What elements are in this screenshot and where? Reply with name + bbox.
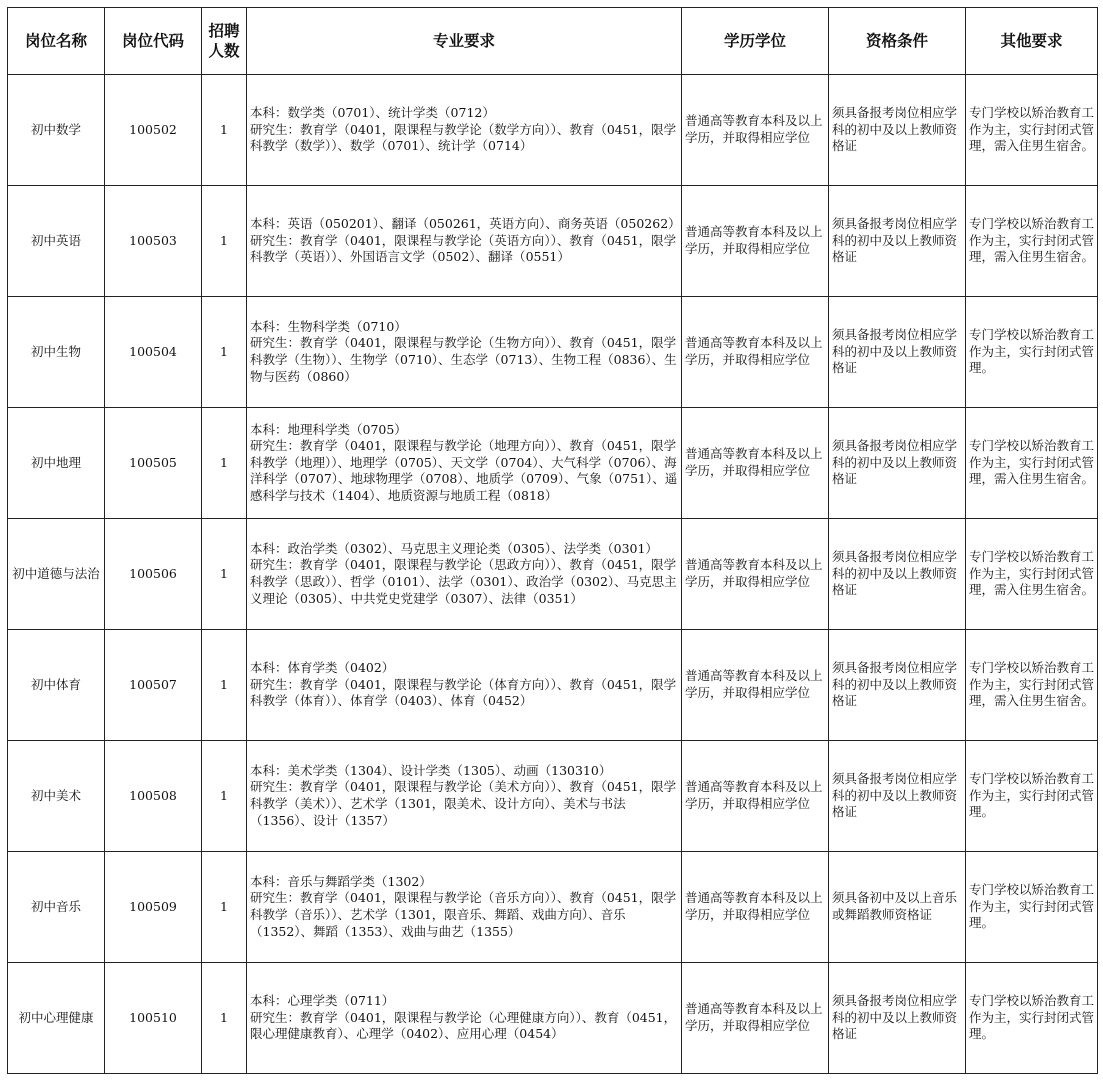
position-name: 初中道德与法治	[8, 519, 105, 630]
major-requirement	[247, 75, 682, 186]
header-major: 专业要求	[247, 8, 682, 75]
other-requirement: 专门学校以矫治教育工作为主，实行封闭式管理，需入住男生宿舍。	[966, 75, 1098, 186]
hiring-count: 1	[202, 963, 247, 1074]
position-name: 初中音乐	[8, 852, 105, 963]
major-undergraduate: 本科：美术学类（1304）、设计学类（1305）、动画（130310）	[250, 762, 612, 778]
position-code: 100508	[105, 741, 202, 852]
education-requirement: 普通高等教育本科及以上学历，并取得相应学位	[682, 75, 829, 186]
other-requirement: 专门学校以矫治教育工作为主，实行封闭式管理。	[966, 852, 1098, 963]
position-code: 100510	[105, 963, 202, 1074]
table-row	[8, 408, 1098, 519]
qualification-requirement: 须具备报考岗位相应学科的初中及以上教师资格证	[829, 75, 966, 186]
other-requirement: 专门学校以矫治教育工作为主，实行封闭式管理，需入住男生宿舍。	[966, 630, 1098, 741]
position-code: 100506	[105, 519, 202, 630]
other-requirement: 专门学校以矫治教育工作为主，实行封闭式管理，需入住男生宿舍。	[966, 186, 1098, 297]
hiring-count: 1	[202, 852, 247, 963]
qualification-requirement: 须具备报考岗位相应学科的初中及以上教师资格证	[829, 519, 966, 630]
hiring-count: 1	[202, 630, 247, 741]
major-graduate: 研究生：教育学（0401，限课程与教学论（生物方向））、教育（0451，限学科教学（生物））、生物学（0710）、生态学（0713）、生物工程（0836）、生物与医药（0860）	[250, 335, 677, 384]
hiring-count: 1	[202, 297, 247, 408]
header-position-name: 岗位名称	[8, 8, 105, 75]
major-undergraduate: 本科：英语（050201）、翻译（050261，英语方向）、商务英语（050262）	[250, 216, 681, 232]
hiring-count: 1	[202, 186, 247, 297]
position-name: 初中地理	[8, 408, 105, 519]
qualification-requirement: 须具备报考岗位相应学科的初中及以上教师资格证	[829, 741, 966, 852]
header-hiring-count-line2: 人数	[208, 42, 240, 60]
major-graduate: 研究生：教育学（0401，限课程与教学论（音乐方向））、教育（0451，限学科教学（音乐））、艺术学（1301，限音乐、舞蹈、戏曲方向）、音乐（1352）、舞蹈（1353）、戏曲与曲艺（1355）	[250, 890, 677, 939]
header-hiring-count	[202, 8, 247, 75]
qualification-requirement: 须具备报考岗位相应学科的初中及以上教师资格证	[829, 297, 966, 408]
major-graduate: 研究生：教育学（0401，限课程与教学论（体育方向））、教育（0451，限学科教学（体育））、体育学（0403）、体育（0452）	[250, 676, 677, 709]
position-code: 100504	[105, 297, 202, 408]
education-requirement: 普通高等教育本科及以上学历，并取得相应学位	[682, 630, 829, 741]
position-code: 100507	[105, 630, 202, 741]
major-undergraduate: 本科：生物科学类（0710）	[250, 318, 407, 334]
hiring-count: 1	[202, 741, 247, 852]
other-requirement: 专门学校以矫治教育工作为主，实行封闭式管理，需入住男生宿舍。	[966, 519, 1098, 630]
position-code: 100502	[105, 75, 202, 186]
other-requirement: 专门学校以矫治教育工作为主，实行封闭式管理。	[966, 963, 1098, 1074]
major-graduate: 研究生：教育学（0401，限课程与教学论（英语方向））、教育（0451，限学科教学（英语））、外国语言文学（0502）、翻译（0551）	[250, 232, 677, 265]
recruitment-table	[7, 7, 1098, 1074]
position-name: 初中体育	[8, 630, 105, 741]
major-requirement	[247, 852, 682, 963]
other-requirement: 专门学校以矫治教育工作为主，实行封闭式管理，需入住男生宿舍。	[966, 408, 1098, 519]
major-undergraduate: 本科：地理科学类（0705）	[250, 421, 407, 437]
header-hiring-count-line1: 招聘	[208, 22, 240, 40]
qualification-requirement: 须具备初中及以上音乐或舞蹈教师资格证	[829, 852, 966, 963]
other-requirement: 专门学校以矫治教育工作为主，实行封闭式管理。	[966, 741, 1098, 852]
qualification-requirement: 须具备报考岗位相应学科的初中及以上教师资格证	[829, 186, 966, 297]
position-name: 初中数学	[8, 75, 105, 186]
major-graduate: 研究生：教育学（0401，限课程与教学论（数学方向））、教育（0451，限学科教学（数学））、数学（0701）、统计学（0714）	[250, 121, 677, 154]
position-name: 初中美术	[8, 741, 105, 852]
position-name: 初中心理健康	[8, 963, 105, 1074]
education-requirement: 普通高等教育本科及以上学历，并取得相应学位	[682, 408, 829, 519]
major-requirement	[247, 297, 682, 408]
major-requirement	[247, 408, 682, 519]
major-undergraduate: 本科：体育学类（0402）	[250, 660, 395, 676]
qualification-requirement: 须具备报考岗位相应学科的初中及以上教师资格证	[829, 630, 966, 741]
major-requirement	[247, 741, 682, 852]
major-undergraduate: 本科：数学类（0701）、统计学类（0712）	[250, 105, 495, 121]
education-requirement: 普通高等教育本科及以上学历，并取得相应学位	[682, 852, 829, 963]
hiring-count: 1	[202, 519, 247, 630]
table-row	[8, 297, 1098, 408]
major-undergraduate: 本科：音乐与舞蹈学类（1302）	[250, 873, 432, 889]
major-requirement	[247, 630, 682, 741]
qualification-requirement: 须具备报考岗位相应学科的初中及以上教师资格证	[829, 408, 966, 519]
major-requirement	[247, 519, 682, 630]
major-requirement	[247, 963, 682, 1074]
table-row	[8, 186, 1098, 297]
position-name: 初中生物	[8, 297, 105, 408]
table-row	[8, 963, 1098, 1074]
position-code: 100509	[105, 852, 202, 963]
position-code: 100503	[105, 186, 202, 297]
qualification-requirement: 须具备报考岗位相应学科的初中及以上教师资格证	[829, 963, 966, 1074]
major-graduate: 研究生：教育学（0401，限课程与教学论（地理方向））、教育（0451，限学科教学（地理））、地理学（0705）、天文学（0704）、大气科学（0706）、海洋科学（0707）、地球物理学（0708）、地质学（0709）、气象（0751）、遥感科学与技术（1404）、地质资源与地质工程（0818）	[250, 438, 678, 503]
education-requirement: 普通高等教育本科及以上学历，并取得相应学位	[682, 519, 829, 630]
education-requirement: 普通高等教育本科及以上学历，并取得相应学位	[682, 963, 829, 1074]
header-row	[8, 8, 1098, 75]
table-row	[8, 630, 1098, 741]
header-other: 其他要求	[966, 8, 1098, 75]
table-row	[8, 75, 1098, 186]
education-requirement: 普通高等教育本科及以上学历，并取得相应学位	[682, 741, 829, 852]
header-education: 学历学位	[682, 8, 829, 75]
hiring-count: 1	[202, 408, 247, 519]
education-requirement: 普通高等教育本科及以上学历，并取得相应学位	[682, 297, 829, 408]
table-row	[8, 852, 1098, 963]
position-code: 100505	[105, 408, 202, 519]
major-graduate: 研究生：教育学（0401，限课程与教学论（美术方向））、教育（0451，限学科教学（美术））、艺术学（1301，限美术、设计方向）、美术与书法（1356）、设计（1357）	[250, 779, 677, 828]
table-row	[8, 519, 1098, 630]
other-requirement: 专门学校以矫治教育工作为主，实行封闭式管理。	[966, 297, 1098, 408]
major-undergraduate: 本科：心理学类（0711）	[250, 993, 395, 1009]
major-graduate: 研究生：教育学（0401，限课程与教学论（心理健康方向））、教育（0451，限心理健康教育）、心理学（0402）、应用心理（0454）	[250, 1009, 677, 1042]
major-undergraduate: 本科：政治学类（0302）、马克思主义理论类（0305）、法学类（0301）	[250, 540, 658, 556]
major-graduate: 研究生：教育学（0401，限课程与教学论（思政方向））、教育（0451，限学科教学（思政））、哲学（0101）、法学（0301）、政治学（0302）、马克思主义理论（0305）、中共党史党建学（0307）、法律（0351）	[250, 557, 677, 606]
hiring-count: 1	[202, 75, 247, 186]
table-row	[8, 741, 1098, 852]
header-position-code: 岗位代码	[105, 8, 202, 75]
education-requirement: 普通高等教育本科及以上学历，并取得相应学位	[682, 186, 829, 297]
header-qualification: 资格条件	[829, 8, 966, 75]
major-requirement	[247, 186, 682, 297]
position-name: 初中英语	[8, 186, 105, 297]
